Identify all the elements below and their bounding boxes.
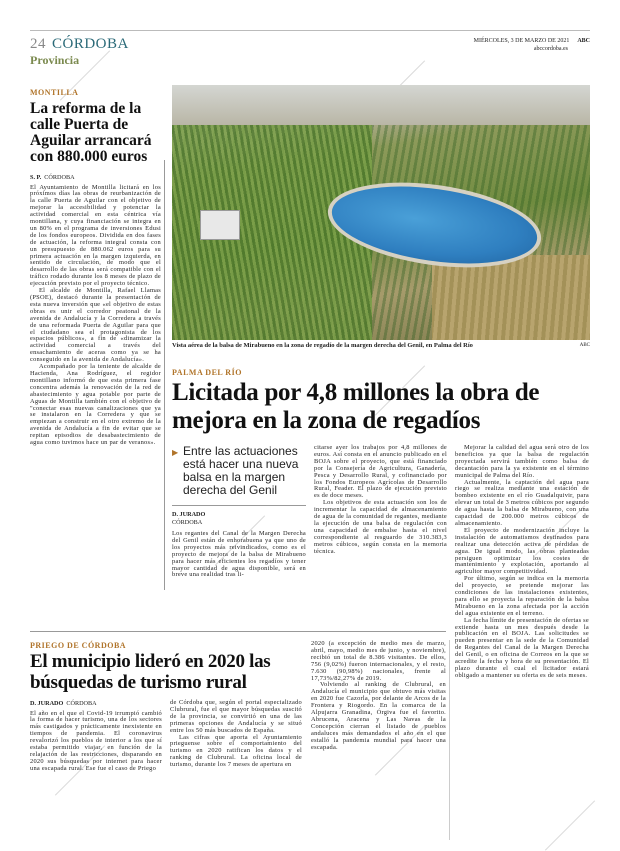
subsection-name: Provincia — [30, 53, 80, 67]
paragraph: Acompañado por la teniente de alcalde de Hacienda, Ana Rodríguez, el regidor montillano informó de que esta primera fase concentra además la renovación de la red de abastecimiento y agua potable por parte de Aguas de Montilla también con el objetivo de "conectar esas nuevas canalizaciones que ya se instalaron en la Corredera y que se empiezan a construir en el otro extremo de la avenida de Andalucía a fin de evitar que se repitan episodios de desabastecimiento de agua como tuvimos hace un par de veranos». — [30, 363, 161, 447]
author: S. P. — [30, 174, 42, 181]
paragraph: El proyecto de modernización incluye la instalación de automatismos destinados para realizar una detección activa de pérdidas de agua. De igual modo, las obras planteadas persiguen optimizar los costes de mantenimiento y explotación, aportando al agricultor mayor competitividad. — [455, 526, 589, 576]
kicker: PRIEGO DE CÓRDOBA — [30, 641, 127, 650]
author: D. JURADO — [30, 700, 64, 707]
byline — [172, 511, 306, 526]
section-divider — [30, 631, 446, 632]
palma-col-1 — [172, 445, 306, 579]
paragraph: citarse ayer los trabajos por 4,8 millones de euros. Así consta en el anuncio publicado en el BOJA sobre el proyecto, que está financiado por la Consejería de Agricultura, Ganadería, Pesca y Desarrollo Rural, y cofinanciado por los Fondos Europeos Agrícolas de Desarrollo Rural, Feader. El plazo de ejecución previsto es de doce meses. — [314, 444, 447, 500]
header-date — [474, 37, 590, 53]
website-link[interactable]: abccordoba.es — [533, 46, 568, 52]
article-montilla — [30, 88, 161, 447]
divider — [172, 505, 306, 506]
paragraph: 2020 (a excepción de medio mes de marzo, abril, mayo, medio mes de junio, y noviembre), recibió un total de 8.386 visitantes. De ellos, 756 (9,02%) fueron internacionales, y el resto, 7.630 (90,98%) nacionales, frente al 17,73%/82,27% de 2019. — [311, 640, 446, 682]
paragraph: Actualmente, la captación del agua para riego se realiza mediante una estación de bombeo existente en el río Guadalquivir, para elevar un total de 3 metros cúbicos por segundo de agua hasta la balsa de Mirabueno, con una capacidad de 200.000 metros cúbicos de almacenamiento. — [455, 478, 589, 527]
aerial-photo-balsa-mirabueno — [172, 85, 590, 340]
priego-main — [30, 641, 302, 773]
priego-col-1 — [30, 700, 162, 773]
place: CÓRDOBA — [66, 700, 97, 707]
article-palma — [172, 368, 590, 680]
paragraph: Por último, según se indica en la memoria del proyecto, se pretende mejorar las condiciones de las instalaciones existentes, para ello se proyecta la reparación de la balsa Mirabueno en la zona afectada por la acción del agua existente en el terreno. — [455, 575, 589, 617]
deck-text: Entre las actuaciones está hacer una nueva balsa en la margen derecha del Genil — [183, 444, 299, 497]
headline: Licitada por 4,8 millones la obra de mejora en la zona de regadíos — [172, 379, 540, 434]
article-priego — [30, 641, 446, 773]
column-divider — [449, 640, 450, 840]
watermark-stroke — [545, 800, 595, 850]
paragraph: Los regantes del Canal de la Margen Derecha del Genil están de enhorabuena ya que uno de los proyectos más reivindicados, como es el proyecto de mejora de la balsa de Mirabueno para hacer más eficientes los regadíos y tener mayor cantidad de agua disponible, será en breve una realidad tras li- — [172, 530, 306, 579]
author: D. JURADO — [172, 511, 206, 518]
priego-col-3 — [311, 641, 446, 752]
headline: La reforma de la calle Puerta de Aguilar arrancará con 880.000 euros — [30, 100, 152, 165]
byline — [30, 174, 161, 182]
palma-col-3 — [455, 445, 589, 680]
deck — [172, 445, 306, 497]
kicker: MONTILLA — [30, 88, 79, 97]
photo-caption — [172, 342, 590, 350]
arrow-icon: ▶ — [172, 448, 179, 457]
article-body — [172, 531, 306, 579]
kicker: PALMA DEL RÍO — [172, 368, 242, 377]
caption-text: Vista aérea de la balsa de Mirabueno en la zona de regadío de la margen derecha del Genil, en Palma del Río — [172, 342, 473, 349]
paragraph: Los objetivos de esta actuación son los de incrementar la capacidad de almacenamiento de agua de la comunidad de regantes, mediante la ejecución de una balsa de regulación con una capacidad de embalse hasta el nivel correspondiente al resguardo de 310.383,3 metros cúbicos, según consta en la memoria técnica. — [314, 499, 447, 555]
page-header — [30, 36, 129, 53]
priego-columns — [30, 700, 302, 773]
paragraph: El alcalde de Montilla, Rafael Llamas (PSOE), destacó durante la presentación de esta nueva inversión que «el objetivo de estas obras es unir el corredor peatonal de la avenida de Andalucía y la Corredera a través de una reformada Puerta de Aguilar para que el ciudadano sea el protagonista de los espacios públicos», a fin de «dinamizar la actividad comercial a través del ensachamiento de aceras como ya se ha conseguido en la avenida de Andalucía». — [30, 287, 161, 364]
paragraph: Las cifras que aporta el Ayuntamiento prieguense sobre el comportamiento del turismo en 2020 ratifican los datos y el ranking de Clubrural. La oficina local de turismo, durante los 7 meses de apertura en — [170, 733, 302, 769]
column-divider — [164, 160, 165, 590]
page-number: 24 — [30, 36, 46, 52]
article-body — [30, 185, 161, 447]
paragraph: El año en el que el Covid-19 irrumpió cambió la forma de hacer turismo, una de los sectores más castigados y prácticamente inexistente en tiempos de pandemia. El coronavirus revalorizó los pueblos de interior a los que sí estaba permitido viajar, en función de la relajación de las restricciones, disparando en 2020 sus búsquedas por internet para hacer una escapada rural. Ese fue el caso de Priego — [30, 709, 162, 772]
byline — [30, 700, 162, 708]
brand-logo: ABC — [577, 38, 590, 44]
article-body — [30, 711, 162, 773]
photo-credit: ABC — [579, 343, 590, 348]
paragraph: Volviendo al ranking de Clubrural, en Andalucía el municipio que obtuvo más visitas en 2020 fue Cazorla, por delante de Arcos de la Frontera y Riogordo. En la comarca de la Alpujarra Granadina, Órgiva fue el favorito. Abrucena, Aracena y Las Navas de la Concepción cierran el listado de pueblos andaluces más demandados el año en el que estalló la pandemia mundial para hacer una escapada. — [311, 681, 446, 751]
paragraph: de Córdoba que, según el portal especializado Clubrural, fue el que mayor búsquedas suscitó de la provincia, se convirtió en una de las primeras opciones de Andalucía y se situó entre los 50 más buscados de España. — [170, 699, 302, 734]
priego-col-2 — [170, 700, 302, 769]
place: CÓRDOBA — [172, 518, 203, 526]
paragraph: Mejorar la calidad del agua será otro de los beneficios ya que la balsa de regulación proyectada servirá también como balsa de decantación para la ya existente en el término municipal de Palma del Río. — [455, 444, 589, 479]
paragraph: La fecha límite de presentación de ofertas se extiende hasta un mes después desde la publicación en el BOJA. Las solicitudes se pueden presentar en la sede de la Comunidad de Regantes del Canal de la Margen Derecha del Genil, o en oficina de Correos en la que se acredite la fecha y hora de su presentación. El plazo durante el cual el licitador estará obligado a mantener su oferta es de seis meses. — [455, 616, 589, 679]
date-text: MIÉRCOLES, 3 DE MARZO DE 2021 — [473, 38, 570, 44]
top-rule — [30, 30, 590, 31]
place: CÓRDOBA — [44, 174, 75, 181]
palma-col-2 — [314, 445, 447, 556]
headline: El municipio lideró en 2020 las búsquedas de turismo rural — [30, 651, 271, 693]
paragraph: El Ayuntamiento de Montilla licitará en los próximos días las obras de reurbanización de la calle Puerta de Aguilar con el objetivo de mejorar la accesibilidad y potenciar la actividad comercial en esta céntrica vía montillana, y cuya financiación se integra en un 80% en el programa de inversiones Edusi de los fondos europeos. Dividida en dos fases de actuación, la reforma integral consta con un presupuesto de 880.062 euros para su primera actuación en la margen izquierda, en sentido de circulación, de modo que el desarrollo de las obras será compatible con el tráfico rodado durante los 8 meses de plazo de ejecución previsto por el proyecto técnico. — [30, 183, 161, 288]
section-name: CÓRDOBA — [52, 36, 129, 52]
